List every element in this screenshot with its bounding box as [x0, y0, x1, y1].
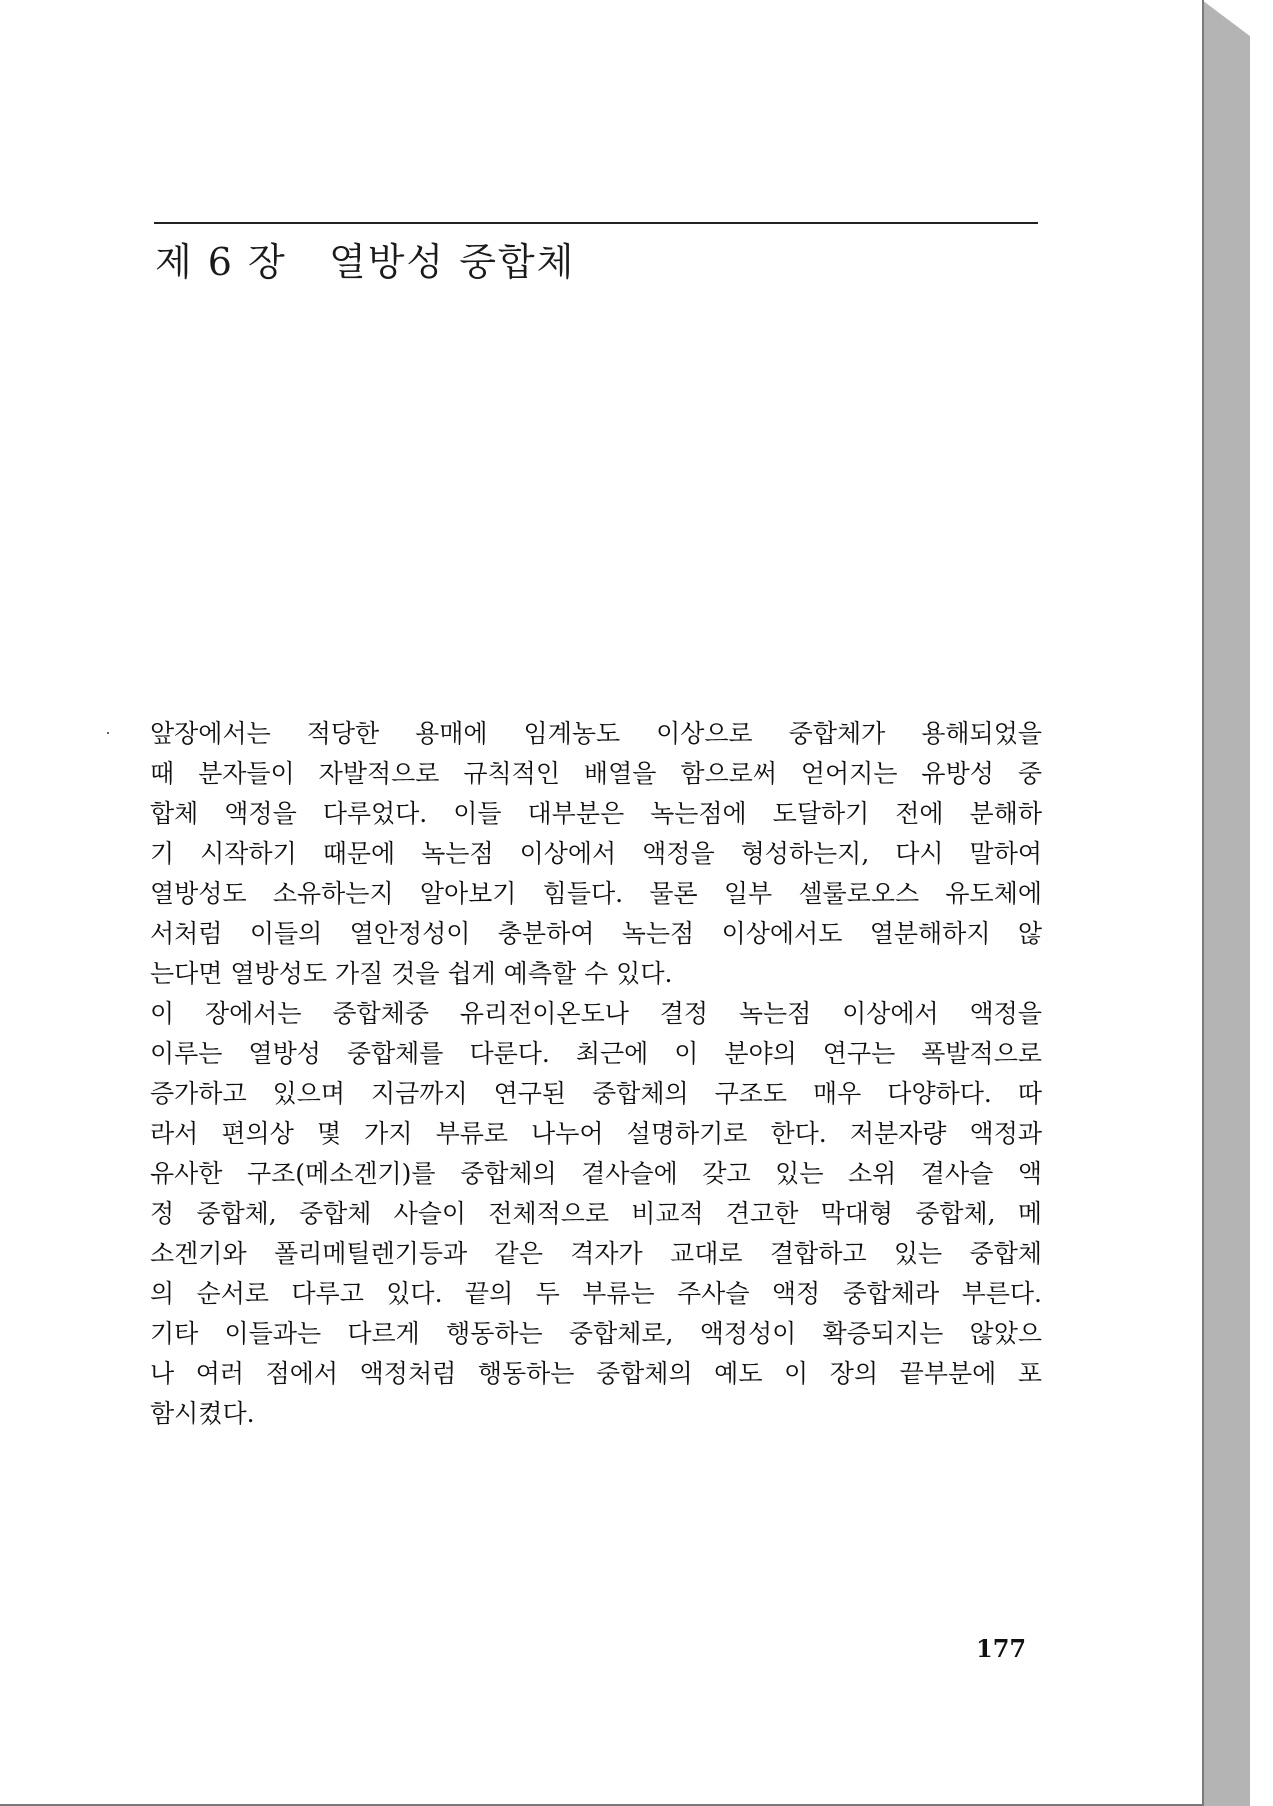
- text-line: 유사한 구조(메소겐기)를 중합체의 곁사슬에 갖고 있는 소위 곁사슬 액: [150, 1159, 1042, 1188]
- text-line: 열방성도 소유하는지 알아보기 힘들다. 물론 일부 셀룰로오스 유도체에: [150, 879, 1042, 908]
- text-line: 의 순서로 다루고 있다. 끝의 두 부류는 주사슬 액정 중합체라 부른다.: [150, 1279, 1042, 1308]
- text-line: 라서 편의상 몇 가지 부류로 나누어 설명하기로 한다. 저분자량 액정과: [150, 1119, 1042, 1148]
- text-line: 이루는 열방성 중합체를 다룬다. 최근에 이 분야의 연구는 폭발적으로: [150, 1039, 1042, 1068]
- text-line: 정 중합체, 중합체 사슬이 전체적으로 비교적 견고한 막대형 중합체, 메: [150, 1199, 1042, 1228]
- text-line: 합체 액정을 다루었다. 이들 대부분은 녹는점에 도달하기 전에 분해하: [150, 799, 1042, 828]
- text-line: 때 분자들이 자발적으로 규칙적인 배열을 함으로써 얻어지는 유방성 중: [150, 759, 1042, 788]
- text-line: 증가하고 있으며 지금까지 연구된 중합체의 구조도 매우 다양하다. 따: [150, 1079, 1042, 1108]
- text-line: 는다면 열방성도 가질 것을 쉽게 예측할 수 있다.: [150, 959, 673, 988]
- body-text: [150, 714, 1042, 1434]
- text-line: 이 장에서는 중합체중 유리전이온도나 결정 녹는점 이상에서 액정을: [150, 999, 1042, 1028]
- text-line: 서처럼 이들의 열안정성이 충분하여 녹는점 이상에서도 열분해하지 않: [150, 919, 1042, 948]
- paragraph-1: [150, 714, 1042, 994]
- text-line: 기타 이들과는 다르게 행동하는 중합체로, 액정성이 확증되지는 않았으: [150, 1319, 1042, 1348]
- chapter-title: 제 6 장 열방성 중합체: [155, 240, 576, 284]
- text-line: 나 여러 점에서 액정처럼 행동하는 중합체의 예도 이 장의 끝부분에 포: [150, 1359, 1042, 1388]
- title-rule: [154, 222, 1038, 224]
- text-line: 소겐기와 폴리메틸렌기등과 같은 격자가 교대로 결합하고 있는 중합체: [150, 1239, 1042, 1268]
- text-line: 기 시작하기 때문에 녹는점 이상에서 액정을 형성하는지, 다시 말하여: [150, 839, 1042, 868]
- text-line: 함시켰다.: [150, 1399, 255, 1428]
- paragraph-2: [150, 994, 1042, 1434]
- text-line: 앞장에서는 적당한 용매에 임계농도 이상으로 중합체가 용해되었을: [150, 719, 1042, 748]
- scan-speck: [107, 732, 109, 734]
- page-number: 177: [976, 1634, 1027, 1663]
